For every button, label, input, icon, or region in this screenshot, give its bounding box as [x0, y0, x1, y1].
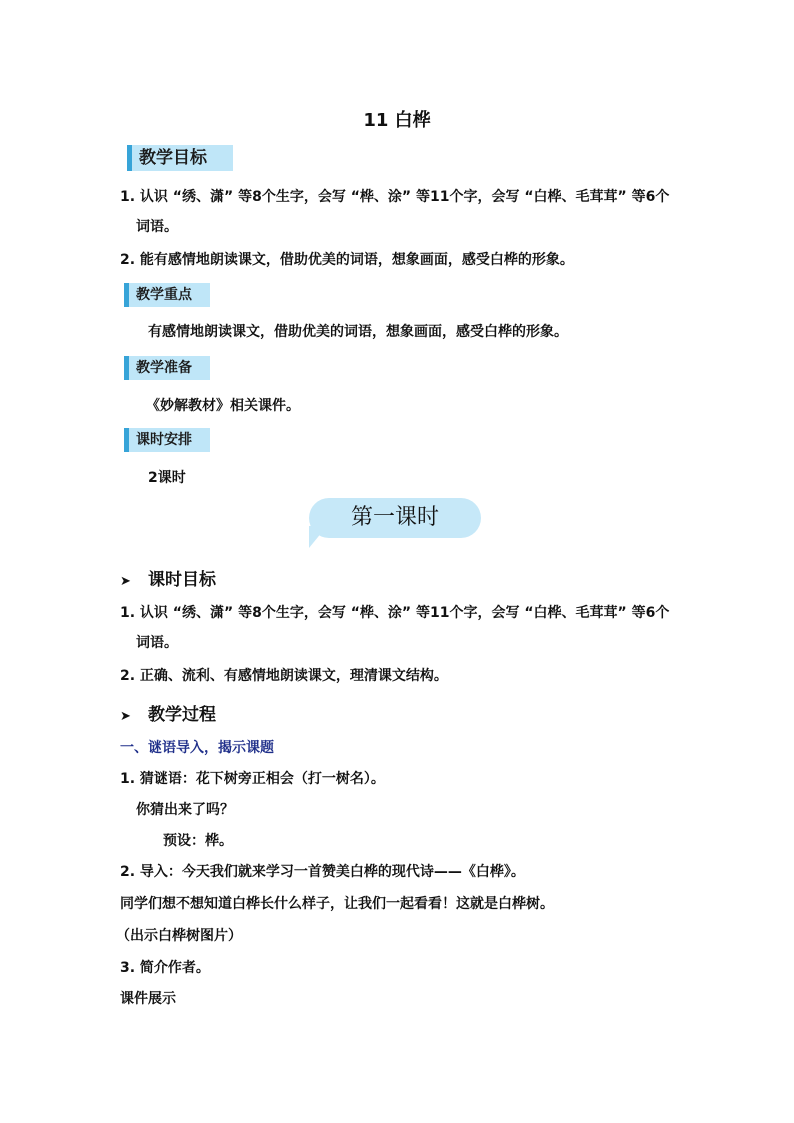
lesson-goal-item-1-cont: 词语。	[136, 635, 178, 651]
process-part-1: 一、谜语导入，揭示课题	[120, 740, 274, 756]
process-line-3: 预设：桦。	[163, 833, 233, 849]
section-tag-label: 教学准备	[136, 360, 192, 376]
lesson-goal-item-2: 2. 正确、流利、有感情地朗读课文，理清课文结构。	[120, 668, 448, 684]
process-line-2: 你猜出来了吗？	[136, 802, 234, 818]
arrow-icon: ➤	[120, 574, 131, 589]
section-tag-label: 教学目标	[139, 148, 207, 168]
section-tag-schedule	[124, 428, 210, 452]
process-line-1: 1. 猜谜语：花下树旁正相会（打一树名）。	[120, 771, 385, 787]
process-line-4: 2. 导入：今天我们就来学习一首赞美白桦的现代诗——《白桦》。	[120, 864, 525, 880]
section-tag-goals	[127, 145, 233, 171]
schedule-text: 2课时	[148, 470, 186, 486]
process-heading	[120, 700, 216, 725]
lesson-goals-heading	[120, 565, 216, 590]
focus-text: 有感情地朗读课文，借助优美的词语，想象画面，感受白桦的形象。	[148, 324, 568, 340]
goal-item-2: 2. 能有感情地朗读课文，借助优美的词语，想象画面，感受白桦的形象。	[120, 252, 574, 268]
process-line-5: 同学们想不想知道白桦长什么样子，让我们一起看看！这就是白桦树。	[120, 896, 554, 912]
heading-label: 课时目标	[148, 570, 216, 590]
section-tag-focus	[124, 283, 210, 307]
page-title: 11 白桦	[363, 110, 431, 131]
process-line-6: （出示白桦树图片）	[116, 928, 242, 944]
section-tag-label: 教学重点	[136, 287, 192, 303]
lesson-bubble: 第一课时	[309, 498, 481, 538]
arrow-icon: ➤	[120, 709, 131, 724]
process-line-7: 3. 简介作者。	[120, 960, 210, 976]
goal-item-1: 1. 认识 “绣、潇” 等8个生字，会写 “桦、涂” 等11个字，会写 “白桦、毛茸茸” 等6个	[120, 189, 670, 205]
lesson-goal-item-1: 1. 认识 “绣、潇” 等8个生字，会写 “桦、涂” 等11个字，会写 “白桦、毛茸茸” 等6个	[120, 605, 670, 621]
goal-item-1-cont: 词语。	[136, 219, 178, 235]
section-tag-prep	[124, 356, 210, 380]
heading-label: 教学过程	[148, 705, 216, 725]
prep-text: 《妙解教材》相关课件。	[146, 398, 300, 414]
section-tag-label: 课时安排	[136, 432, 192, 448]
process-line-8: 课件展示	[120, 991, 176, 1007]
